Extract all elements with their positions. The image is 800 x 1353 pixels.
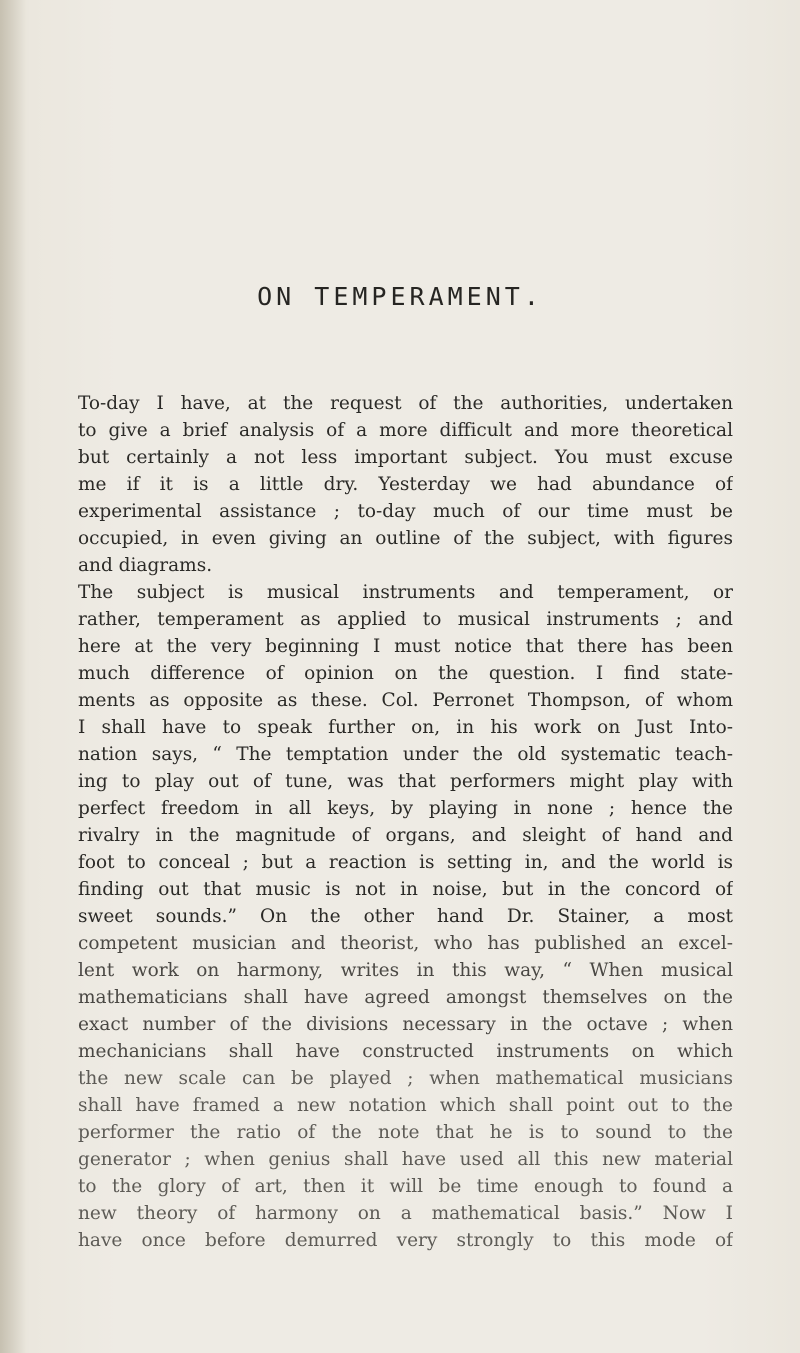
text-line: foot to conceal ; but a reaction is setting in, and the world is [78,852,733,873]
text-line: but certainly a not less important subject. You must excuse [78,447,733,468]
text-line: have once before demurred very strongly to this mode of [78,1230,733,1251]
text-line: perfect freedom in all keys, by playing in none ; hence the [78,798,733,819]
text-line: to give a brief analysis of a more difficult and more theoretical [78,420,733,441]
body-text [78,390,733,1254]
text-line: nation says, “ The temptation under the old systematic teach- [78,744,733,765]
text-line: lent work on harmony, writes in this way, “ When musical [78,960,733,981]
text-line: The subject is musical instruments and temperament, or [78,582,733,603]
text-line: performer the ratio of the note that he is to sound to the [78,1122,733,1143]
text-line: here at the very beginning I must notice that there has been [78,636,733,657]
text-line: exact number of the divisions necessary in the octave ; when [78,1014,733,1035]
text-line: to the glory of art, then it will be time enough to found a [78,1176,733,1197]
text-line: rather, temperament as applied to musical instruments ; and [78,609,733,630]
text-line: mathematicians shall have agreed amongst themselves on the [78,987,733,1008]
text-line: sweet sounds.” On the other hand Dr. Stainer, a most [78,906,733,927]
text-line: I shall have to speak further on, in his work on Just Into- [78,717,733,738]
text-line: me if it is a little dry. Yesterday we had abundance of [78,474,733,495]
page-title: ON TEMPERAMENT. [257,282,543,311]
text-line: ing to play out of tune, was that performers might play with [78,771,733,792]
text-line: mechanicians shall have constructed instruments on which [78,1041,733,1062]
text-line: finding out that music is not in noise, but in the concord of [78,879,733,900]
text-line: much difference of opinion on the question. I find state- [78,663,733,684]
text-line: ments as opposite as these. Col. Perronet Thompson, of whom [78,690,733,711]
text-line: shall have framed a new notation which shall point out to the [78,1095,733,1116]
text-line: To-day I have, at the request of the authorities, undertaken [78,393,733,414]
text-line: the new scale can be played ; when mathematical musicians [78,1068,733,1089]
text-line: competent musician and theorist, who has published an excel- [78,933,733,954]
text-line: rivalry in the magnitude of organs, and sleight of hand and [78,825,733,846]
text-line: and diagrams. [78,555,213,576]
text-line: generator ; when genius shall have used all this new material [78,1149,733,1170]
text-line: new theory of harmony on a mathematical basis.” Now I [78,1203,733,1224]
page-gutter-shadow [0,0,26,1353]
text-line: occupied, in even giving an outline of the subject, with figures [78,528,733,549]
text-line: experimental assistance ; to-day much of our time must be [78,501,733,522]
